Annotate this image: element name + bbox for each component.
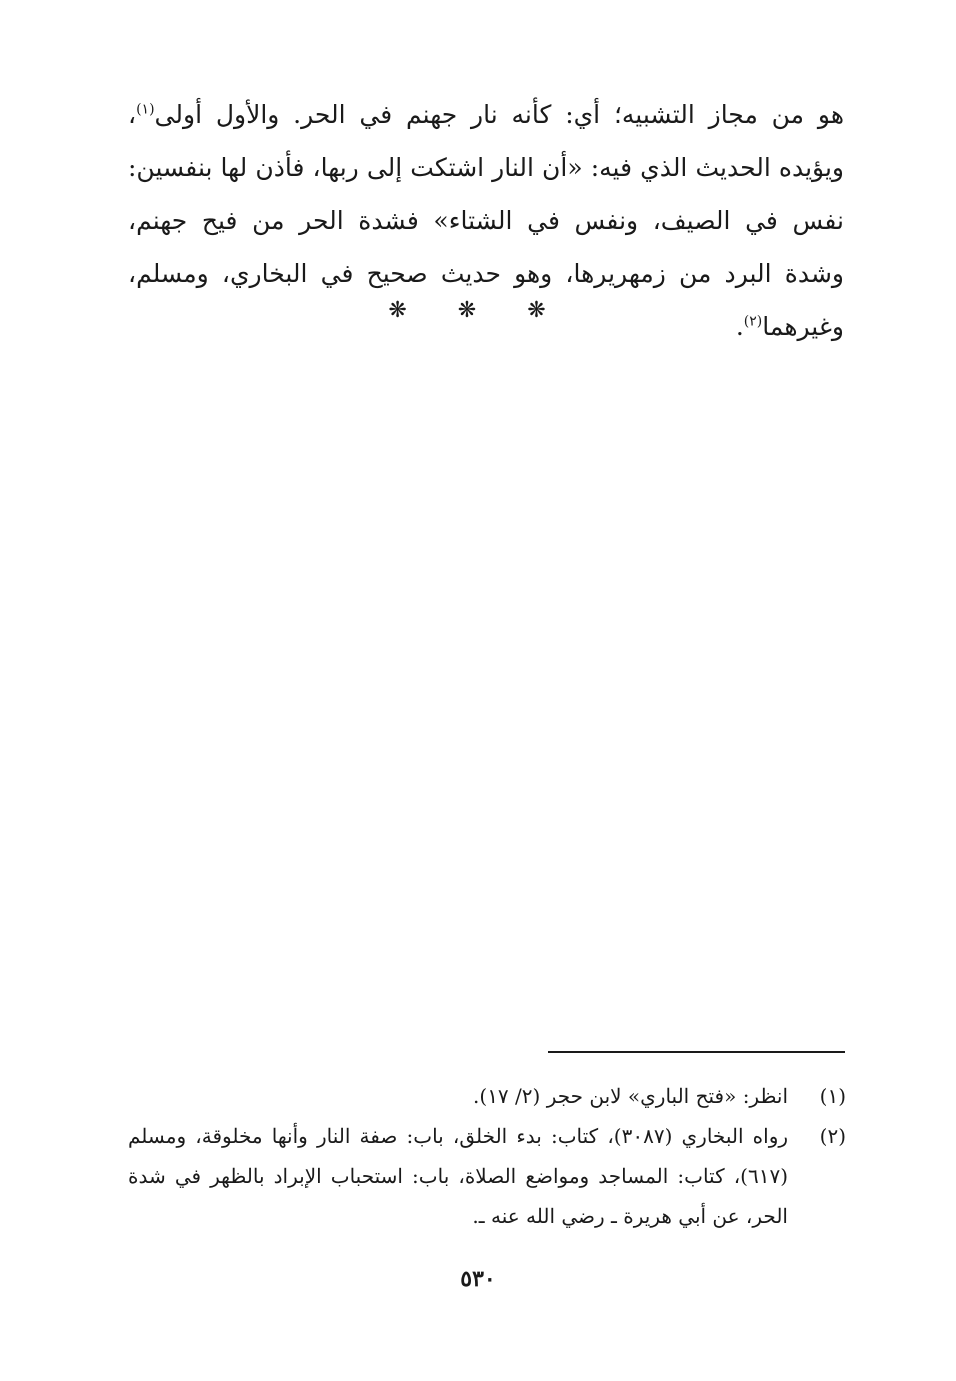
footnote-text: رواه البخاري (٣٠٨٧)، كتاب: بدء الخلق، باب: صفة النار وأنها مخلوقة، ومسلم (٦١٧)، كتاب: المساجد ومواضع الصلاة، باب: استحباب الإبراد بالظهر في شدة الحر، عن أبي هريرة ـ رضي الله عنه ـ.: [128, 1124, 789, 1228]
text-body: ويؤيده الحديث الذي فيه: «أن النار اشتكت إلى ربها، فأذن لها بنفسين: نفس في الصيف، ونفس في الشتاء» فشدة الحر من فيح جهنم، وشدة البرد من زمهريرها، وهو حديث صحيح في البخاري، ومسلم، وغيرهما: [128, 153, 844, 341]
footnote-text: انظر: «فتح الباري» لابن حجر (٢/ ١٧).: [473, 1084, 788, 1108]
page-number: ٥٣٠: [460, 1266, 496, 1292]
text-line-1-end: ،: [128, 100, 137, 129]
footnote-number: (١): [819, 1084, 846, 1108]
footnote-ref-1[interactable]: (١): [136, 101, 155, 118]
section-separator: ❋ ❋ ❋: [388, 298, 568, 323]
text-body-end: .: [735, 312, 744, 341]
footnotes-section: [128, 1076, 846, 1236]
footnote-number: (٢): [819, 1124, 846, 1148]
text-line-1: هو من مجاز التشبيه؛ أي: كأنه نار جهنم في الحر. والأول أولى: [154, 100, 844, 129]
footnote-divider: [548, 1051, 845, 1053]
footnote-2: [128, 1116, 846, 1236]
footnote-1: [128, 1076, 846, 1116]
footnote-ref-2[interactable]: (٢): [743, 313, 763, 330]
